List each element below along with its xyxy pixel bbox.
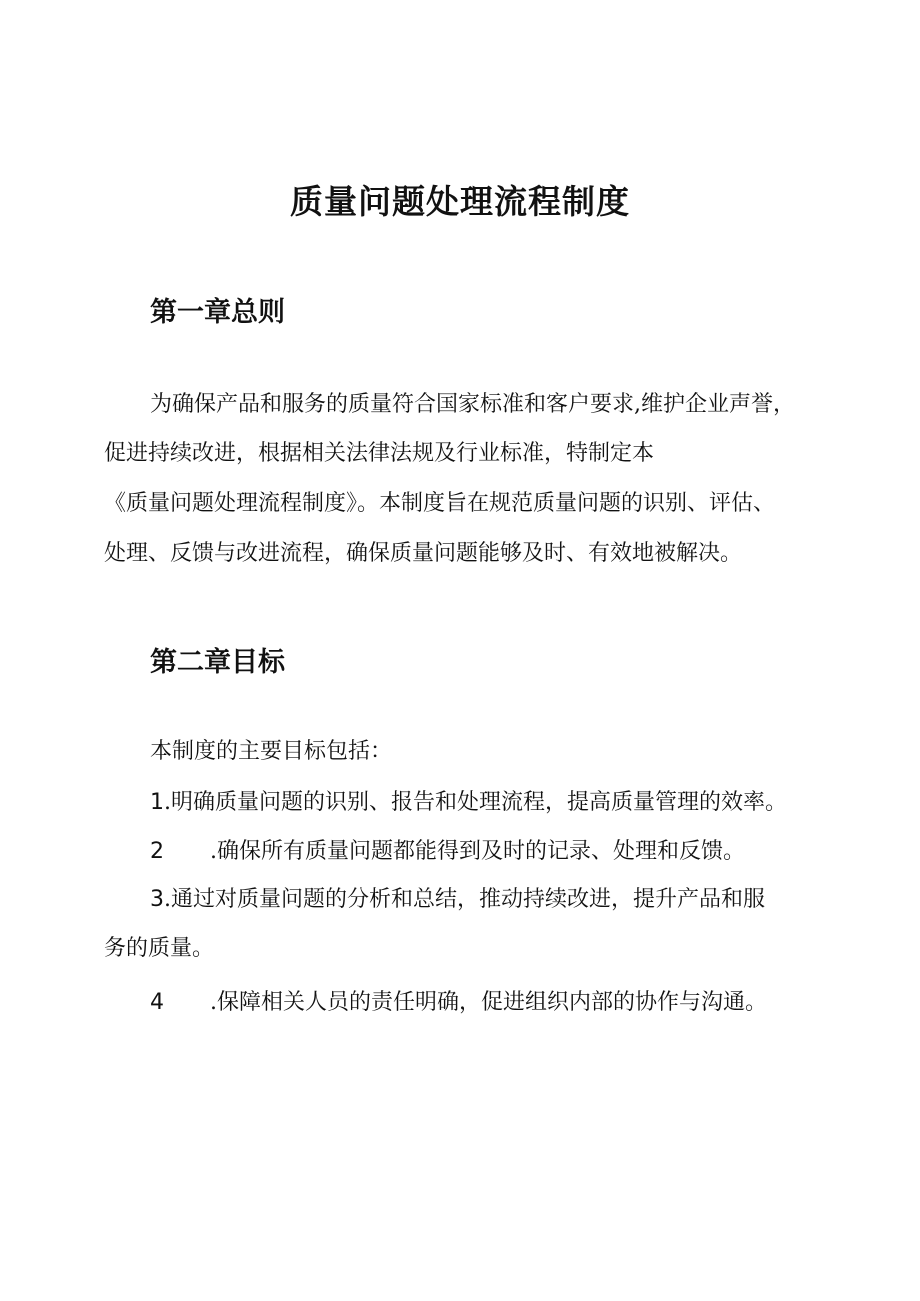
document-title: 质量问题处理流程制度 [290, 182, 630, 221]
goal-item-text: .通过对质量问题的分析和总结，推动持续改进，提升产品和服 [164, 887, 765, 912]
goal-item-number: 1 [150, 790, 164, 815]
goal-item-2 [150, 834, 745, 865]
goal-item-4 [150, 985, 767, 1016]
goal-item-number: 3 [150, 887, 164, 912]
chapter-2-heading: 第二章目标 [150, 647, 285, 678]
chapter-1-paragraph-line-2: 促进持续改进，根据相关法律法规及行业标准，特制定本 [104, 441, 655, 466]
goal-item-text: .保障相关人员的责任明确，促进组织内部的协作与沟通。 [210, 990, 767, 1015]
goal-item-number: 4 [150, 990, 164, 1015]
goal-item-number: 2 [150, 839, 164, 864]
goal-item-text: .明确质量问题的识别、报告和处理流程，提高质量管理的效率。 [164, 790, 787, 815]
goal-item-text: .确保所有质量问题都能得到及时的记录、处理和反馈。 [210, 839, 745, 864]
goal-item-1 [150, 785, 787, 816]
chapter-1-paragraph-line-1: 为确保产品和服务的质量符合国家标准和客户要求,维护企业声誉， [150, 392, 795, 417]
chapter-2-intro: 本制度的主要目标包括： [150, 739, 393, 764]
goal-item-3-continuation: 务的质量。 [104, 936, 215, 961]
chapter-1-heading: 第一章总则 [150, 297, 285, 328]
chapter-1-paragraph-line-3: 《质量问题处理流程制度》。本制度旨在规范质量问题的识别、评估、 [104, 491, 776, 516]
goal-item-3 [150, 882, 765, 913]
chapter-1-paragraph-line-4: 处理、反馈与改进流程，确保质量问题能够及时、有效地被解决。 [104, 541, 743, 566]
